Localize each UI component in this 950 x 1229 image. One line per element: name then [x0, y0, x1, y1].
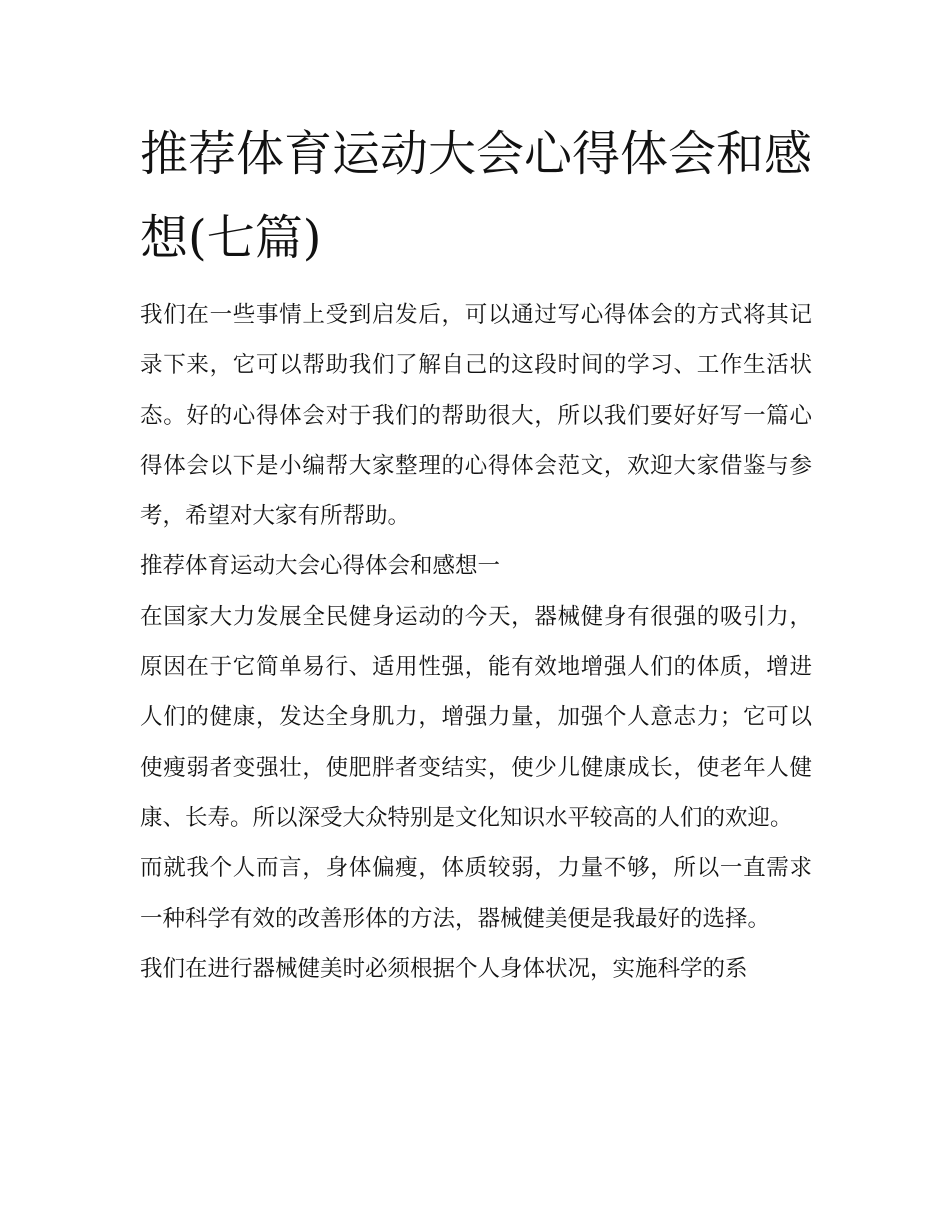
body-paragraph: 在国家大力发展全民健身运动的今天，器械健身有很强的吸引力，原因在于它简单易行、适用性强，能有效地增强人们的体质，增进人们的健康，发达全身肌力，增强力量，加强个人意志力；它可以使瘦弱者变强壮，使肥胖者变结实，使少儿健康成长，使老年人健康、长寿。所以深受大众特别是文化知识水平较高的人们的欢迎。 — [140, 603, 812, 831]
body-paragraph: 我们在进行器械健美时必须根据个人身体状况，实施科学的系 — [140, 955, 748, 982]
intro-paragraph: 我们在一些事情上受到启发后，可以通过写心得体会的方式将其记录下来，它可以帮助我们了解自己的这段时间的学习、工作生活状态。好的心得体会对于我们的帮助很大，所以我们要好好写一篇心得体会以下是小编帮大家整理的心得体会范文，欢迎大家借鉴与参考，希望对大家有所帮助。 — [140, 302, 812, 530]
body-paragraph: 而就我个人而言，身体偏瘦，体质较弱，力量不够，所以一直需求一种科学有效的改善形体的方法，器械健美便是我最好的选择。 — [140, 855, 812, 932]
section-heading: 推荐体育运动大会心得体会和感想一 — [140, 553, 501, 580]
document-title: 推荐体育运动大会心得体会和感想(七篇) — [140, 126, 813, 266]
document-page — [140, 112, 812, 994]
